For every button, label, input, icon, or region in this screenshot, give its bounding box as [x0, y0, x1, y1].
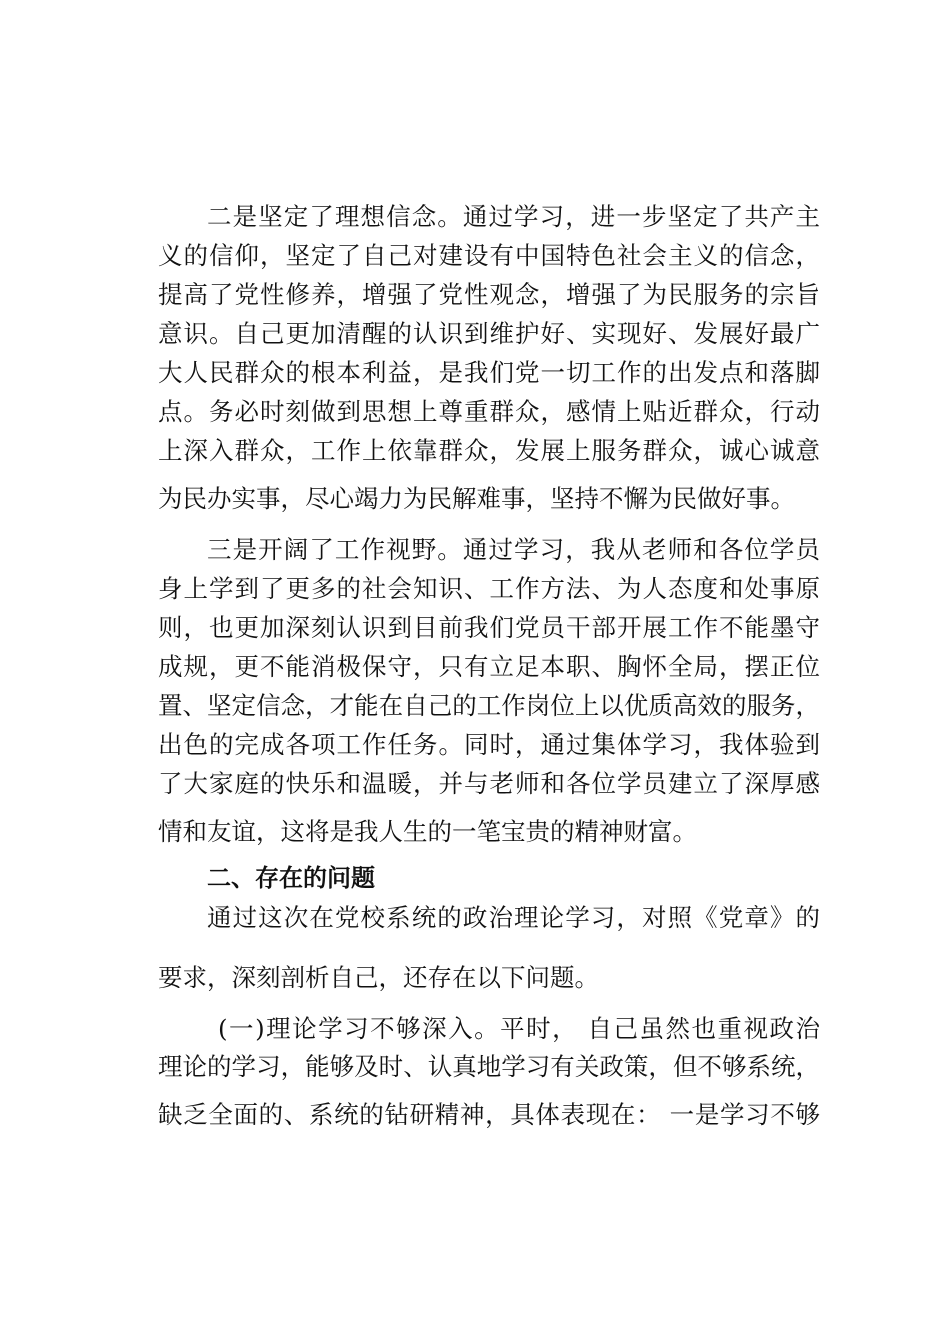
paragraph-2-line-1: 二是坚定了理想信念。通过学习，进一步坚定了共产主 — [207, 202, 820, 231]
paragraph-3-line-5: 置、坚定信念，才能在自己的工作岗位上以优质高效的服务， — [158, 691, 820, 720]
paragraph-2-line-6: 点。务必时刻做到思想上尊重群众，感情上贴近群众，行动 — [158, 397, 820, 426]
paragraph-5-line-2: 理论的学习，能够及时、认真地学习有关政策，但不够系统， — [158, 1052, 820, 1081]
paragraph-2-line-7: 上深入群众，工作上依靠群众，发展上服务群众，诚心诚意 — [158, 436, 820, 465]
paragraph-3-line-8: 情和友谊，这将是我人生的一笔宝贵的精神财富。 — [158, 817, 697, 846]
section-heading: 二、存在的问题 — [207, 864, 375, 892]
paragraph-5-line-1: (一)理论学习不够深入。平时， 自己虽然也重视政治 — [218, 1014, 820, 1043]
paragraph-2-line-2: 义的信仰，坚定了自己对建设有中国特色社会主义的信念， — [158, 241, 820, 270]
paragraph-2-line-4: 意识。自己更加清醒的认识到维护好、实现好、发展好最广 — [158, 319, 820, 348]
paragraph-3-line-4: 成规，更不能消极保守，只有立足本职、胸怀全局，摆正位 — [158, 652, 820, 681]
paragraph-2-line-3: 提高了党性修养，增强了党性观念，增强了为民服务的宗旨 — [158, 280, 820, 309]
paragraph-2-line-5: 大人民群众的根本利益，是我们党一切工作的出发点和落脚 — [158, 358, 820, 387]
paragraph-3-line-7: 了大家庭的快乐和温暖，并与老师和各位学员建立了深厚感 — [158, 769, 820, 798]
paragraph-5-line-3: 缺乏全面的、系统的钻研精神，具体表现在： 一是学习不够 — [158, 1100, 820, 1129]
paragraph-3-line-6: 出色的完成各项工作任务。同时，通过集体学习，我体验到 — [158, 730, 820, 759]
paragraph-2-line-8: 为民办实事，尽心竭力为民解难事，坚持不懈为民做好事。 — [158, 484, 795, 513]
paragraph-4-line-1: 通过这次在党校系统的政治理论学习，对照《党章》的 — [207, 903, 820, 932]
paragraph-3-line-3: 则，也更加深刻认识到目前我们党员干部开展工作不能墨守 — [158, 613, 820, 642]
paragraph-4-line-2: 要求，深刻剖析自己，还存在以下问题。 — [158, 963, 599, 992]
paragraph-3-line-2: 身上学到了更多的社会知识、工作方法、为人态度和处事原 — [158, 574, 820, 603]
paragraph-3-line-1: 三是开阔了工作视野。通过学习，我从老师和各位学员 — [207, 535, 820, 564]
